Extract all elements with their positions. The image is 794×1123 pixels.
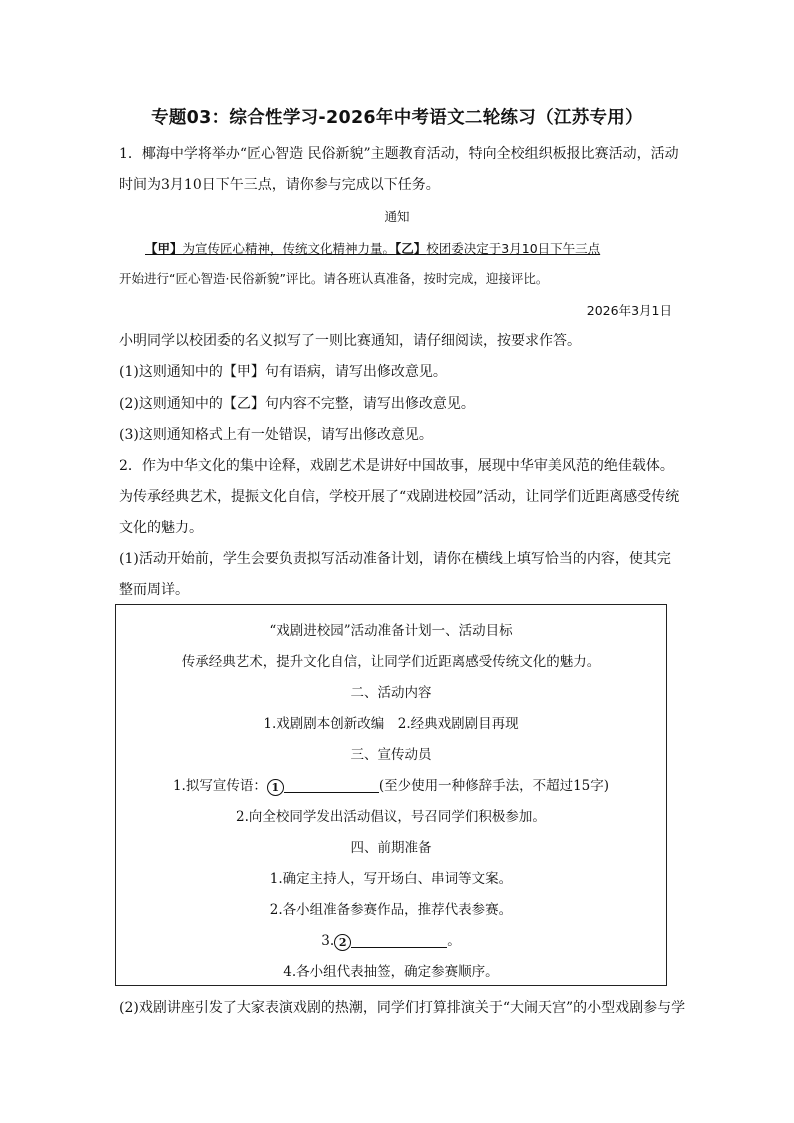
plan-preparation-heading: 四、前期准备 — [350, 840, 432, 856]
plan-promotion-heading: 三、宣传动员 — [350, 747, 432, 763]
plan-host-item: 1.确定主持人，写开场白、串词等文案。 — [269, 871, 513, 887]
notice-jia-sentence: 为宣传匠心精神，传统文化精神力量。 — [182, 241, 396, 256]
notice-yi-label: 【乙】 — [395, 241, 427, 256]
plan-slogan-requirement: (至少使用一种修辞手法，不超过15字) — [378, 778, 610, 794]
plan-goal-text: 传承经典艺术，提升文化自信，让同学们近距离感受传统文化的魅力。 — [181, 654, 601, 670]
q1-intro-line2: 时间为3月10日下午三点，请你参与完成以下任务。 — [119, 177, 440, 193]
notice-line2: 开始进行“匠心智造·民俗新貌”评比。请各班认真准备，按时完成，迎接评比。 — [119, 271, 549, 286]
q2-intro-line1: 2．作为中华文化的集中诠释，戏剧艺术是讲好中国故事，展现中华审美风范的绝佳载体。 — [119, 458, 674, 474]
blank-number-2: 2 — [334, 934, 351, 951]
q2-sub1-line1: (1)活动开始前，学生会要负责拟写活动准备计划，请你在横线上填写恰当的内容，使其完 — [119, 551, 671, 567]
q1-sub1: (1)这则通知中的【甲】句有语病，请写出修改意见。 — [119, 364, 447, 380]
plan-item3-end: 。 — [447, 933, 461, 949]
blank-number-1: 1 — [267, 779, 284, 796]
plan-content-heading: 二、活动内容 — [350, 685, 432, 701]
q2-sub1-line2: 整而周详。 — [119, 582, 189, 598]
plan-blank-item — [116, 929, 666, 951]
q1-sub3: (3)这则通知格式上有一处错误，请写出修改意见。 — [119, 427, 433, 443]
notice-line1 — [145, 239, 600, 257]
q2-intro-line3: 文化的魅力。 — [119, 520, 203, 536]
plan-slogan-label: 1.拟写宣传语： — [172, 778, 267, 794]
activity-plan-box — [115, 604, 667, 986]
notice-yi-sentence: 校团委决定于3月10日下午三点 — [426, 241, 601, 256]
answer-blank-2[interactable] — [351, 933, 447, 948]
notice-heading: 通知 — [384, 209, 410, 224]
q1-prompt: 小明同学以校团委的名义拟写了一则比赛通知，请仔细阅读，按要求作答。 — [119, 333, 581, 349]
page-title: 专题03：综合性学习-2026年中考语文二轮练习（江苏专用） — [151, 108, 643, 128]
plan-content-items: 1.戏剧剧本创新改编 2.经典戏剧剧目再现 — [263, 716, 519, 732]
q2-sub2-line1: (2)戏剧讲座引发了大家表演戏剧的热潮，同学们打算排演关于“大闹天宫”的小型戏剧参与学 — [119, 1000, 686, 1016]
notice-jia-label: 【甲】 — [145, 241, 183, 256]
plan-works-item: 2.各小组准备参赛作品，推荐代表参赛。 — [269, 902, 513, 918]
plan-slogan-item — [116, 774, 666, 796]
q2-intro-line2: 为传承经典艺术，提振文化自信，学校开展了“戏剧进校园”活动，让同学们近距离感受传统 — [119, 489, 680, 505]
plan-title-and-goal-heading: “戏剧进校园”活动准备计划一、活动目标 — [269, 623, 513, 639]
plan-initiative-item: 2.向全校同学发出活动倡议，号召同学们积极参加。 — [236, 809, 546, 825]
notice-date: 2026年3月1日 — [586, 303, 672, 318]
answer-blank-1[interactable] — [284, 778, 379, 793]
q1-intro-line1: 1．椰海中学将举办“匠心智造 民俗新貌”主题教育活动，特向全校组织板报比赛活动，活动 — [119, 146, 679, 162]
plan-item3-number: 3. — [321, 933, 335, 949]
q1-sub2: (2)这则通知中的【乙】句内容不完整，请写出修改意见。 — [119, 396, 475, 412]
plan-draw-lots-item: 4.各小组代表抽签，确定参赛顺序。 — [283, 964, 499, 980]
